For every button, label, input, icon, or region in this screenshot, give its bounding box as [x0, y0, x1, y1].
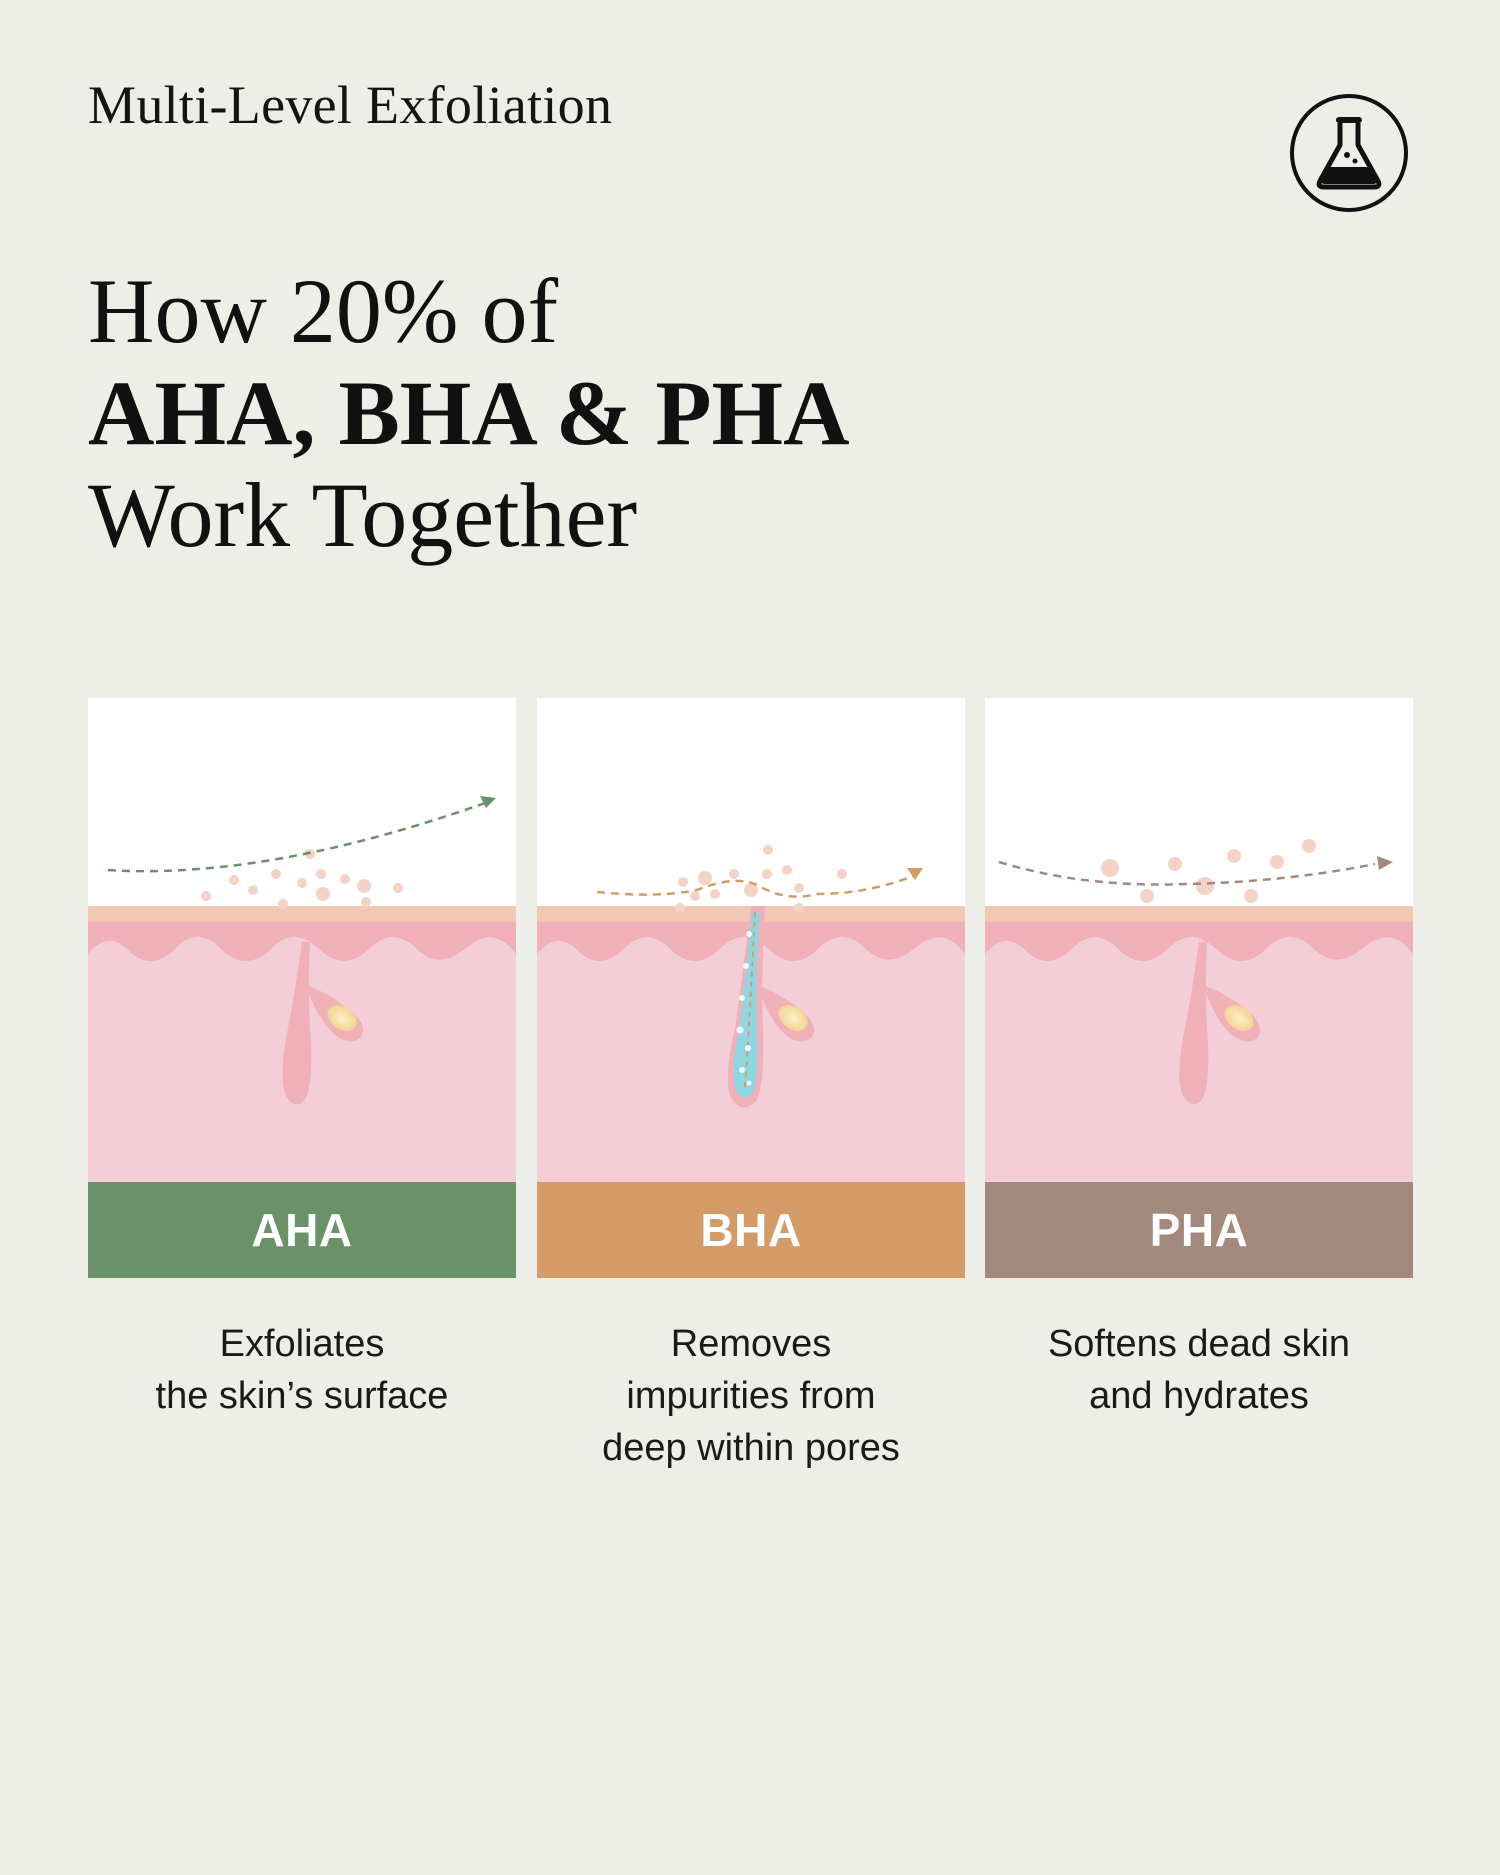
pha-skin-illustration: [985, 698, 1413, 1182]
lab-badge: [1290, 94, 1408, 212]
headline-line-3: Work Together: [88, 464, 638, 566]
bha-particles: [675, 845, 847, 913]
headline-line-2: AHA, BHA & PHA: [88, 362, 850, 464]
bha-description: Removes impurities from deep within pores: [602, 1323, 900, 1469]
aha-arrow: [108, 802, 488, 871]
aha-particles: [201, 849, 403, 909]
bha-panel: [537, 698, 965, 1278]
pha-label: PHA: [985, 1182, 1413, 1278]
bha-skin-illustration: [537, 698, 965, 1182]
headline: [88, 260, 850, 566]
aha-description: Exfoliates the skin’s surface: [155, 1323, 449, 1417]
flask-icon: [1314, 115, 1384, 191]
aha-skin-illustration: [88, 698, 516, 1182]
pha-panel: [985, 698, 1413, 1278]
pha-description: Softens dead skin and hydrates: [1047, 1323, 1351, 1417]
aha-panel: [88, 698, 516, 1278]
headline-line-1: How 20% of: [88, 260, 559, 362]
bha-label: BHA: [537, 1182, 965, 1278]
pha-arrow: [999, 862, 1375, 885]
pha-particles: [1101, 839, 1316, 903]
eyebrow-title: Multi-Level Exfoliation: [88, 75, 613, 135]
aha-label: AHA: [88, 1182, 516, 1278]
